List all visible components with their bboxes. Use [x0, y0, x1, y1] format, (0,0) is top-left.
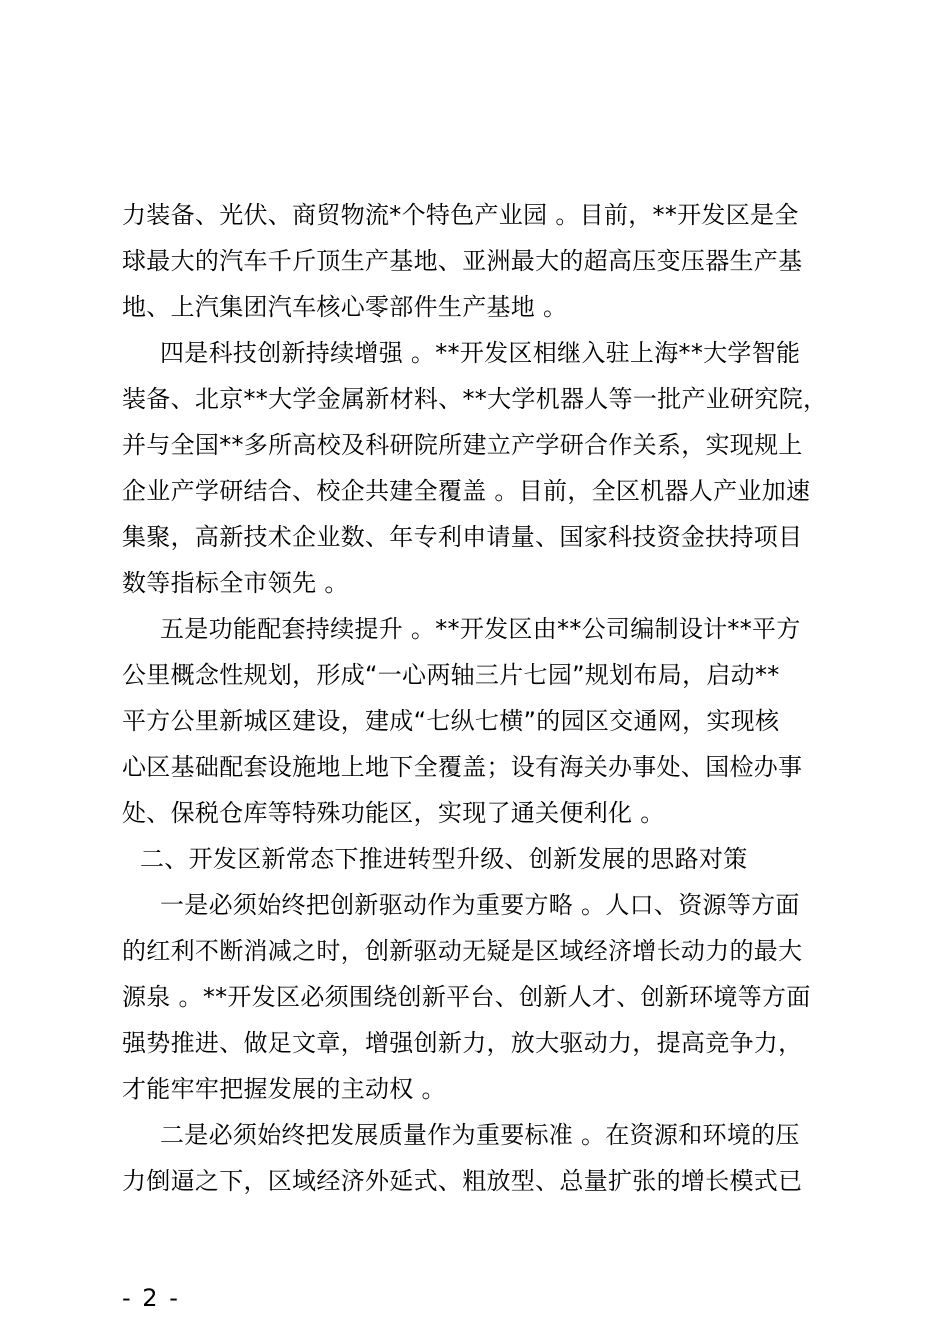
text-line: 力倒逼之下，区域经济外延式、粗放型、总量扩张的增长模式已: [122, 1167, 803, 1195]
text-line: 的红利不断消减之时，创新驱动无疑是区域经济增长动力的最大: [122, 937, 803, 965]
text-line: 数等指标全市领先 。: [122, 569, 349, 597]
text-line: 并与全国**多所高校及科研院所建立产学研合作关系，实现规上: [122, 431, 803, 459]
text-line: 源泉 。**开发区必须围绕创新平台、创新人才、创新环境等方面: [122, 983, 811, 1011]
paragraph-start-line: 四是科技创新持续增强 。**开发区相继入驻上海**大学智能: [160, 339, 801, 367]
paragraph-start-line: 二是必须始终把发展质量作为重要标准 。在资源和环境的压: [160, 1121, 800, 1149]
text-line: 心区基础配套设施地上地下全覆盖；设有海关办事处、国检办事: [122, 753, 803, 781]
paragraph-start-line: 一是必须始终把创新驱动作为重要方略 。人口、资源等方面: [160, 891, 800, 919]
text-line: 才能牢牢把握发展的主动权 。: [122, 1075, 446, 1103]
page-number: - 2 -: [122, 1284, 180, 1312]
text-line: 处、保税仓库等特殊功能区，实现了通关便利化 。: [122, 799, 665, 827]
text-line: 集聚，高新技术企业数、年专利申请量、国家科技资金扶持项目: [122, 523, 803, 551]
text-line: 装备、北京**大学金属新材料、**大学机器人等一批产业研究院，: [122, 385, 828, 413]
text-line: 力装备、光伏、商贸物流*个特色产业园 。目前，**开发区是全: [122, 201, 799, 229]
text-line: 企业产学研结合、校企共建全覆盖 。目前，全区机器人产业加速: [122, 477, 811, 505]
text-line: 强势推进、做足文章，增强创新力，放大驱动力，提高竞争力，: [122, 1029, 803, 1057]
text-line: 平方公里新城区建设，建成“七纵七横”的园区交通网，实现核: [122, 707, 780, 735]
section-heading: 二、开发区新常态下推进转型升级、创新发展的思路对策: [140, 845, 748, 873]
paragraph-start-line: 五是功能配套持续提升 。**开发区由**公司编制设计**平方: [160, 615, 801, 643]
text-line: 公里概念性规划，形成“一心两轴三片七园”规划布局，启动**: [122, 661, 780, 689]
text-line: 球最大的汽车千斤顶生产基地、亚洲最大的超高压变压器生产基: [122, 247, 803, 275]
document-body: [122, 192, 828, 1204]
text-line: 地、上汽集团汽车核心零部件生产基地 。: [122, 293, 568, 321]
